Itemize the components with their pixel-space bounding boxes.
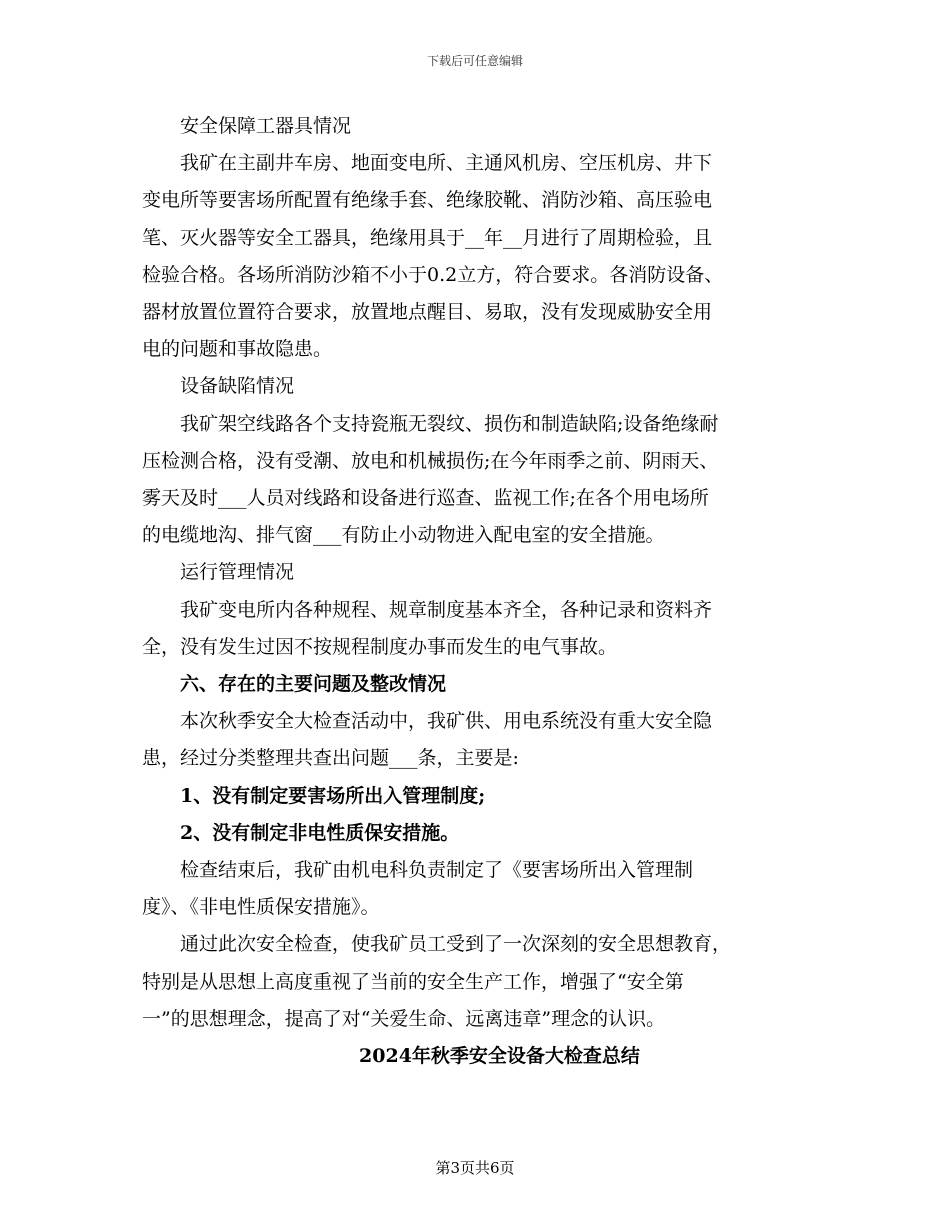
paragraph-line: 我矿变电所内各种规程、规章制度基本齐全，各种记录和资料齐	[180, 598, 713, 621]
paragraph-line: 压检测合格，没有受潮、放电和机械损伤;在今年雨季之前、阴雨天、	[142, 449, 719, 472]
paragraph-line: 电的问题和事故隐患。	[142, 338, 333, 361]
section-heading-safety-tools: 安全保障工器具情况	[180, 115, 352, 137]
section-heading-equipment-defects: 设备缺陷情况	[180, 375, 295, 398]
document-title: 2024年秋季安全设备大检查总结	[359, 1045, 640, 1068]
section-heading-main-problems: 六、存在的主要问题及整改情况	[180, 673, 447, 696]
paragraph-line: 检验合格。各场所消防沙箱不小于0.2立方，符合要求。各消防设备、	[142, 263, 724, 286]
paragraph-equipment-defects	[142, 406, 812, 555]
section-heading-operation-management: 运行管理情况	[180, 561, 295, 584]
page-number: 第3页共6页	[435, 1159, 515, 1177]
paragraph-line: 度》、《非电性质保安措施》。	[142, 896, 380, 919]
paragraph-line: 全，没有发生过因不按规程制度办事而发生的电气事故。	[142, 635, 618, 658]
document-body	[142, 108, 812, 1075]
problem-item-2: 2、没有制定非电性质保安措施。	[180, 821, 460, 844]
paragraph-line: 患，经过分类整理共查出问题___条，主要是:	[142, 747, 519, 770]
problem-item-1: 1、没有制定要害场所出入管理制度;	[180, 784, 486, 807]
paragraph-rectification	[142, 852, 812, 926]
paragraph-line: 我矿在主副井车房、地面变电所、主通风机房、空压机房、井下	[180, 152, 713, 175]
paragraph-line: 的电缆地沟、排气窗___有防止小动物进入配电室的安全措施。	[142, 524, 665, 547]
paragraph-line: 特别是从思想上高度重视了当前的安全生产工作，增强了“安全第	[142, 970, 684, 993]
paragraph-line: 笔、灭火器等安全工器具，绝缘用具于__年__月进行了周期检验，且	[142, 226, 713, 249]
paragraph-line: 我矿架空线路各个支持瓷瓶无裂纹、损伤和制造缺陷;设备绝缘耐	[180, 412, 719, 435]
paragraph-line: 本次秋季安全大检查活动中，我矿供、用电系统没有重大安全隐	[180, 710, 713, 733]
paragraph-line: 雾天及时___人员对线路和设备进行巡查、监视工作;在各个用电场所	[142, 487, 709, 510]
paragraph-operation-management	[142, 592, 812, 666]
paragraph-conclusion	[142, 926, 812, 1038]
page-header-note: 下载后可任意编辑	[426, 54, 523, 68]
paragraph-line: 变电所等要害场所配置有绝缘手套、绝缘胶靴、消防沙箱、高压验电	[142, 189, 713, 212]
paragraph-line: 检查结束后，我矿由机电科负责制定了《要害场所出入管理制	[180, 859, 694, 882]
paragraph-line: 一”的思想理念，提高了对“关爱生命、远离违章”理念的认识。	[142, 1007, 666, 1030]
paragraph-line: 器材放置位置符合要求，放置地点醒目、易取，没有发现威胁安全用	[142, 301, 713, 324]
paragraph-safety-tools	[142, 145, 812, 368]
paragraph-line: 通过此次安全检查，使我矿员工受到了一次深刻的安全思想教育，	[180, 933, 732, 956]
paragraph-main-problems	[142, 703, 812, 777]
